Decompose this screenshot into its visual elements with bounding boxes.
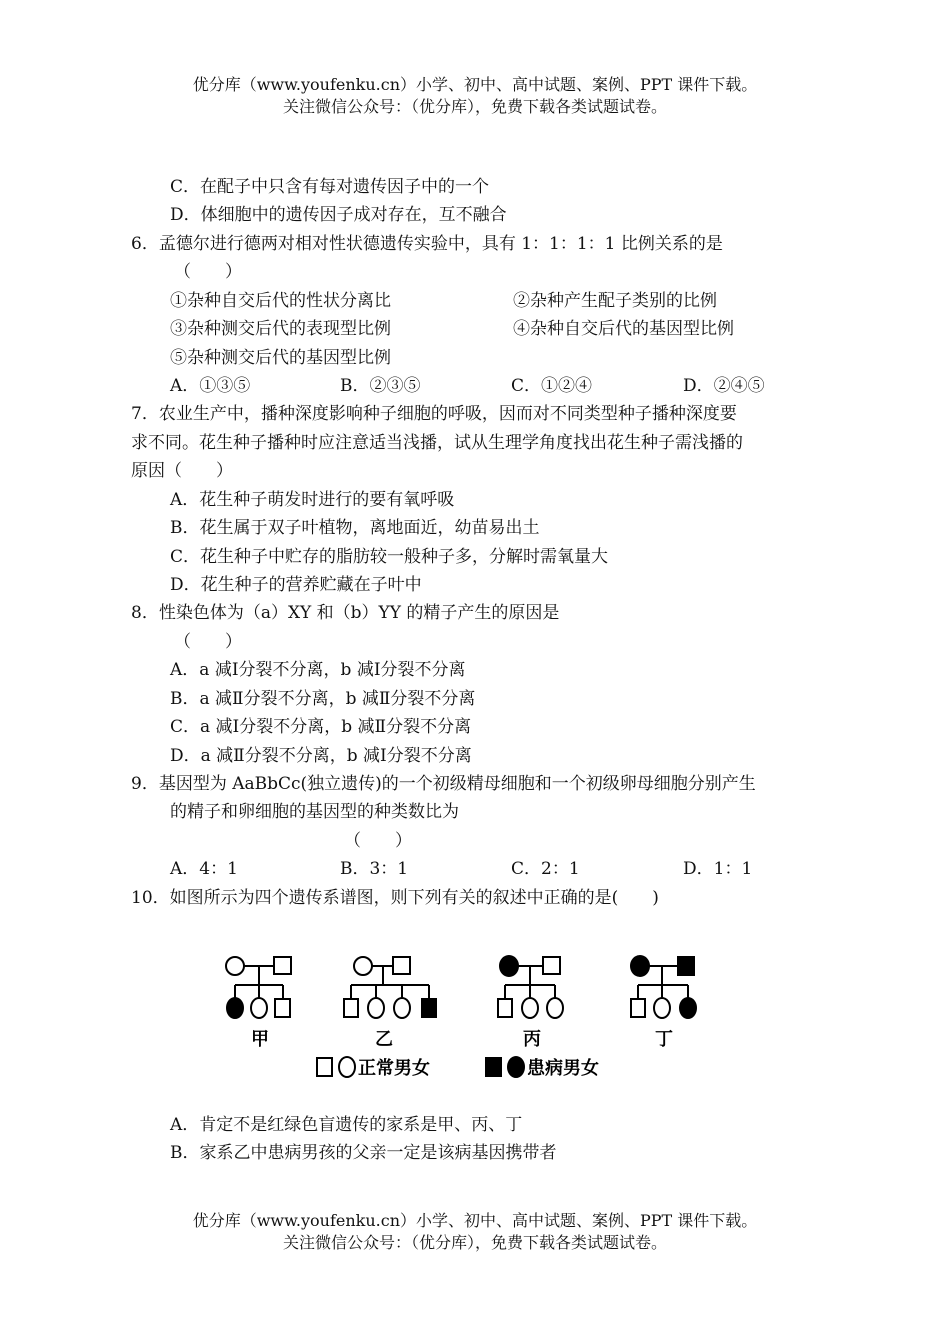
pedigree-jia [226,957,291,1018]
q6-option-a: A．①③⑤ [170,376,251,396]
q6-option-d: D．②④⑤ [683,376,765,396]
header-line-2: 关注微信公众号：（优分库），免费下载各类试题试卷。 [282,97,667,116]
header-line-1: 优分库（www.youfenku.cn）小学、初中、高中试题、案例、PPT 课件下载。 [192,75,758,94]
q9-option-c: C．2：1 [511,859,580,879]
q7-option-c: C．花生种子中贮存的脂肪较一般种子多，分解时需氧量大 [170,547,609,567]
footer-line-1: 优分库（www.youfenku.cn）小学、初中、高中试题、案例、PPT 课件下载。 [192,1211,758,1230]
q7-stem-1: 7．农业生产中，播种深度影响种子细胞的呼吸，因而对不同类型种子播种深度要 [131,404,737,424]
q7-option-a: A．花生种子萌发时进行的要有氧呼吸 [170,490,455,510]
q8-option-b: B．a 减Ⅱ分裂不分离，b 减Ⅱ分裂不分离 [170,689,476,709]
legend-affected-label: 患病男女 [527,1058,599,1079]
q8-paren: （ ） [174,632,242,652]
q10-option-b: B．家系乙中患病男孩的父亲一定是该病基因携带者 [170,1143,557,1163]
q6-item-1: ①杂种自交后代的性状分离比 [170,291,391,311]
q9-stem-2: 的精子和卵细胞的基因型的种类数比为 [170,802,459,822]
q6-item-3: ③杂种测交后代的表现型比例 [170,319,391,339]
pedigree-label-yi: 乙 [375,1029,393,1050]
q7-stem-2: 求不同。花生种子播种时应注意适当浅播，试从生理学角度找出花生种子需浅播的 [131,433,743,453]
legend-normal-label: 正常男女 [358,1058,430,1079]
legend-affected-female-icon [508,1057,524,1077]
q6-option-b: B．②③⑤ [340,376,421,396]
q6-paren: （ ） [174,262,242,282]
q8-stem: 8．性染色体为（a）XY 和（b）YY 的精子产生的原因是 [131,603,560,623]
q7-stem-3: 原因（ ） [131,461,233,481]
pedigree-label-jia: 甲 [251,1029,269,1050]
q6-item-4: ④杂种自交后代的基因型比例 [513,319,734,339]
footer-line-2: 关注微信公众号：（优分库），免费下载各类试题试卷。 [282,1233,667,1252]
q9-option-d: D．1：1 [683,859,753,879]
q6-option-c: C．①②④ [511,376,593,396]
legend-affected-male-icon [486,1058,501,1076]
q7-option-d: D．花生种子的营养贮藏在子叶中 [170,575,422,595]
q9-option-a: A．4：1 [170,859,238,879]
pedigree-bing [498,956,563,1018]
q9-paren: （ ） [344,831,412,851]
q6-item-5: ⑤杂种测交后代的基因型比例 [170,348,391,368]
legend-normal-male-icon [317,1058,332,1076]
legend-normal-female-icon [339,1057,355,1077]
q6-item-2: ②杂种产生配子类别的比例 [513,291,717,311]
q8-option-d: D．a 减Ⅱ分裂不分离，b 减Ⅰ分裂不分离 [170,746,472,766]
q8-option-c: C．a 减Ⅰ分裂不分离，b 减Ⅱ分裂不分离 [170,717,472,737]
pedigree-label-ding: 丁 [655,1029,673,1050]
q8-option-a: A．a 减Ⅰ分裂不分离，b 减Ⅰ分裂不分离 [170,660,466,680]
q6-stem: 6．孟德尔进行德两对相对性状德遗传实验中，具有 1：1：1：1 比例关系的是 [131,234,723,254]
q7-option-b: B．花生属于双子叶植物，离地面近，幼苗易出土 [170,518,540,538]
pedigree-figure [215,945,715,1085]
pedigree-yi [344,957,436,1018]
q9-option-b: B．3：1 [340,859,409,879]
q9-stem-1: 9．基因型为 AaBbCc(独立遗传)的一个初级精母细胞和一个初级卵母细胞分别产生 [131,774,756,794]
pedigree-ding [631,956,696,1018]
pedigree-label-bing: 丙 [523,1029,541,1050]
q10-option-a: A．肯定不是红绿色盲遗传的家系是甲、丙、丁 [170,1115,523,1135]
q10-stem: 10．如图所示为四个遗传系谱图，则下列有关的叙述中正确的是( ) [131,888,659,908]
q5-option-d: D．体细胞中的遗传因子成对存在，互不融合 [170,205,507,225]
q5-option-c: C．在配子中只含有每对遗传因子中的一个 [170,177,490,197]
